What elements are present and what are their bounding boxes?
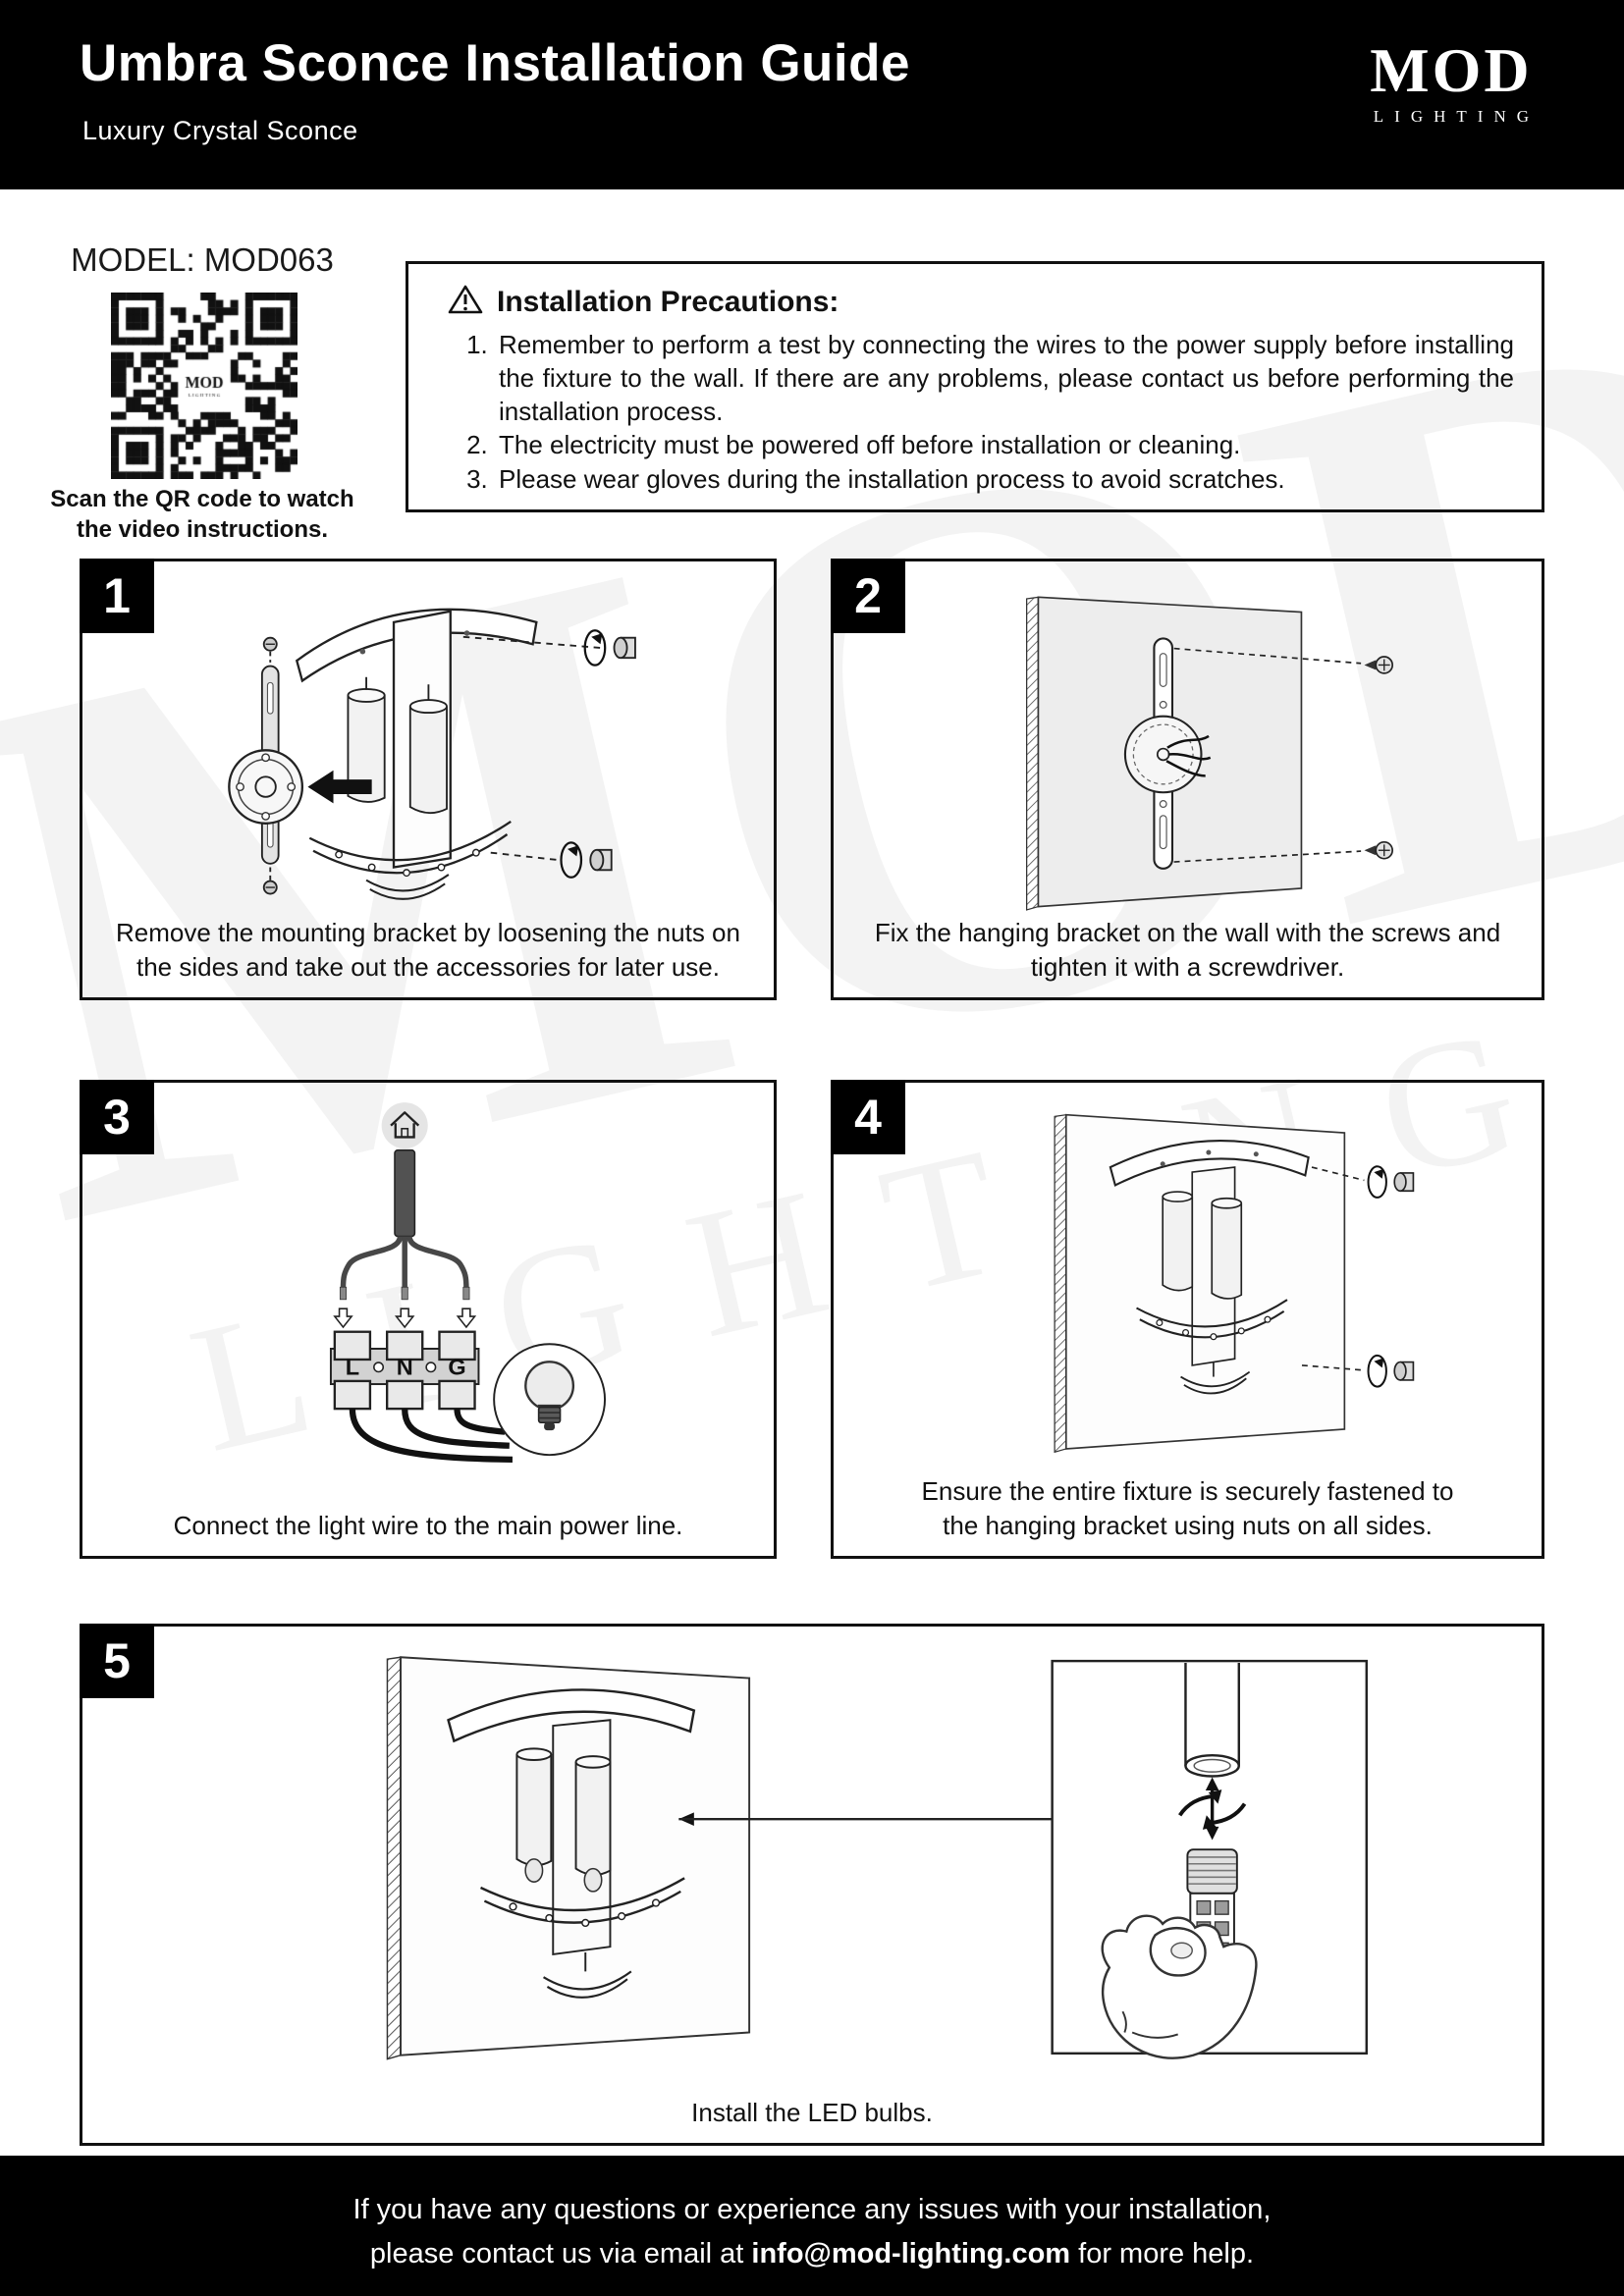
step-5-box xyxy=(80,1624,1544,2146)
step-4-illustration xyxy=(834,1089,1542,1473)
footer-bar xyxy=(0,2156,1624,2296)
step-2-caption xyxy=(834,916,1542,984)
step-number-badge xyxy=(80,559,154,633)
step-2-box xyxy=(831,559,1544,1000)
caption-line: Fix the hanging bracket on the wall with the screws and xyxy=(874,918,1501,948)
step-5-caption xyxy=(82,2096,1542,2129)
step-3-caption xyxy=(82,1509,774,1542)
step-1-illustration xyxy=(82,567,774,915)
down-arrow-icon xyxy=(335,1308,475,1327)
step-number-badge xyxy=(831,1080,905,1154)
step-number: 3 xyxy=(103,1090,131,1145)
page-title: Umbra Sconce Installation Guide xyxy=(80,34,911,92)
caption-line: Install the LED bulbs. xyxy=(691,2097,933,2127)
fixture-on-wall-drawing xyxy=(917,1089,1457,1473)
model-number-label: MODEL: MOD063 xyxy=(71,241,334,278)
precaution-item: 3. Please wear gloves during the installation process to avoid scratches. xyxy=(495,463,1514,497)
terminal-label-neutral: N xyxy=(396,1354,413,1380)
page-subtitle: Luxury Crystal Sconce xyxy=(82,116,358,145)
precaution-item: 1. Remember to perform a test by connecting the wires to the power supply before installing the fixture to the wall. If there are any problems, please contact us before performing the installation process. xyxy=(495,329,1514,428)
step-4-box xyxy=(831,1080,1544,1559)
terminal-label-ground: G xyxy=(448,1354,466,1380)
footer-contact-text: please contact us via email at xyxy=(369,2238,752,2269)
step-2-illustration xyxy=(834,567,1542,915)
qr-caption-line: the video instructions. xyxy=(76,515,329,543)
logo-mod-text: MOD xyxy=(1370,35,1533,105)
step-number-badge xyxy=(80,1624,154,1698)
step-number-badge xyxy=(80,1080,154,1154)
wire-tips xyxy=(341,1287,470,1300)
caption-line: Ensure the entire fixture is securely fastened to xyxy=(921,1476,1454,1507)
support-email-link[interactable]: info@mod-lighting.com xyxy=(751,2238,1071,2269)
step-number: 2 xyxy=(854,568,882,623)
footer-help-text: for more help. xyxy=(1070,2238,1255,2269)
step-1-caption xyxy=(82,916,774,984)
qr-code xyxy=(111,293,298,479)
step-number: 1 xyxy=(103,568,131,623)
terminal-label-live: L xyxy=(345,1354,360,1380)
precaution-item: 2. The electricity must be powered off before installation or cleaning. xyxy=(495,429,1514,462)
step-5-illustration xyxy=(82,1632,1542,2080)
precautions-box xyxy=(406,261,1544,512)
qr-caption xyxy=(35,485,369,545)
caption-line: the sides and take out the accessories for later use. xyxy=(135,951,720,982)
bracket-on-wall-drawing xyxy=(914,567,1460,915)
caption-line: Connect the light wire to the main power line. xyxy=(173,1510,683,1540)
step-number: 4 xyxy=(854,1090,882,1145)
step-3-box xyxy=(80,1080,777,1559)
bulb-install-drawing xyxy=(145,1632,1479,2080)
step-number: 5 xyxy=(103,1633,131,1688)
sconce-exploded-drawing xyxy=(127,567,731,915)
caption-line: the hanging bracket using nuts on all sides. xyxy=(943,1510,1433,1540)
step-3-illustration xyxy=(82,1089,774,1473)
warning-triangle-icon xyxy=(448,284,483,320)
home-icon xyxy=(382,1102,428,1148)
caption-line: Remove the mounting bracket by loosening the nuts on xyxy=(116,918,740,948)
precautions-list xyxy=(448,329,1514,497)
header-bar xyxy=(0,0,1624,189)
precautions-title: Installation Precautions: xyxy=(497,285,839,318)
mod-lighting-logo xyxy=(1363,35,1540,127)
qr-caption-line: Scan the QR code to watch xyxy=(50,486,354,512)
footer-line1: If you have any questions or experience any issues with your installation, xyxy=(352,2194,1272,2225)
logo-lighting-text: LIGHTING xyxy=(1373,107,1540,126)
footer-line2 xyxy=(0,2232,1624,2276)
step-4-caption xyxy=(834,1474,1542,1542)
precautions-header xyxy=(448,284,1514,320)
step-number-badge xyxy=(831,559,905,633)
caption-line: tighten it with a screwdriver. xyxy=(1030,951,1345,982)
wiring-diagram-drawing xyxy=(174,1089,681,1473)
step-1-box xyxy=(80,559,777,1000)
